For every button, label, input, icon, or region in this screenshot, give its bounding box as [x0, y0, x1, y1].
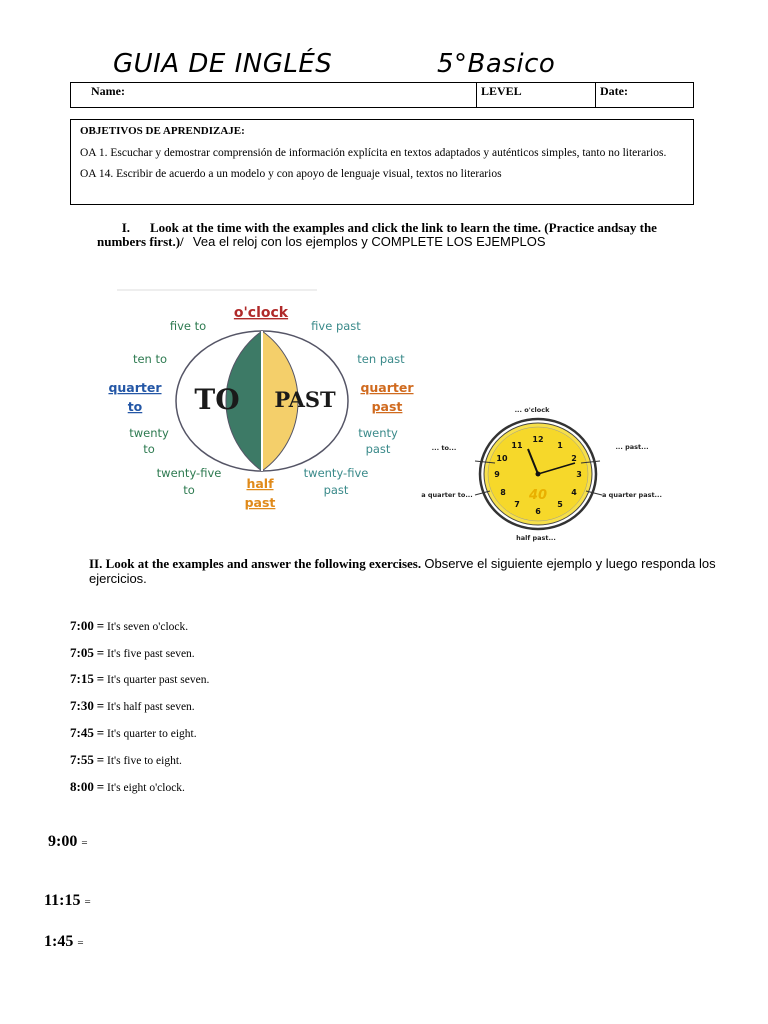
- half-past-label-line1: half: [246, 476, 274, 491]
- section-1-instructions: [97, 221, 707, 249]
- five-past-label: five past: [311, 319, 361, 333]
- svg-text:7: 7: [514, 500, 520, 509]
- twenty-five-past-label-line2: past: [323, 483, 349, 497]
- objective-oa14: OA 14. Escribir de acuerdo a un modelo y con apoyo de lenguaje visual, textos no literarios: [80, 168, 502, 180]
- svg-text:10: 10: [496, 454, 508, 463]
- quarter-past-label-line1: quarter: [360, 380, 414, 395]
- objectives-heading: OBJETIVOS DE APRENDIZAJE:: [80, 125, 245, 137]
- name-field[interactable]: [71, 83, 477, 108]
- example-row: 7:55 = It's five to eight.: [70, 752, 182, 767]
- half-past-label-line2: past: [244, 495, 276, 510]
- svg-text:1: 1: [557, 441, 563, 450]
- twenty-to-label-line1: twenty: [129, 426, 169, 440]
- example-row: 7:15 = It's quarter past seven.: [70, 671, 210, 686]
- to-past-clock-image: [107, 287, 417, 511]
- small-clock-oclock-label: ... o'clock: [514, 406, 550, 414]
- objectives-box: [70, 119, 694, 205]
- level-label: LEVEL: [481, 84, 522, 98]
- svg-text:4: 4: [571, 488, 577, 497]
- section-1-plain: Vea el reloj con los ejemplos y COMPLETE LOS EJEMPLOS: [192, 234, 546, 249]
- section-1-bold: Look at the time with the examples and click the link to learn the time. (Practice andsay the numbers first.)/: [97, 220, 657, 249]
- example-row: 7:30 = It's half past seven.: [70, 698, 195, 713]
- example-row: 8:00 = It's eight o'clock.: [70, 779, 185, 794]
- twenty-past-label-line1: twenty: [358, 426, 398, 440]
- quarter-to-label-line2: to: [127, 399, 143, 414]
- date-field[interactable]: [596, 83, 694, 108]
- exercise-row: 11:15 =: [44, 892, 91, 909]
- small-clock-quarter-to-label: a quarter to...: [421, 491, 473, 499]
- five-to-label: five to: [169, 319, 207, 333]
- svg-text:9: 9: [494, 470, 500, 479]
- example-row: 7:00 = It's seven o'clock.: [70, 618, 189, 633]
- svg-text:12: 12: [532, 435, 544, 444]
- small-clock-to-label: ... to...: [431, 444, 457, 452]
- level-field[interactable]: [477, 83, 596, 108]
- oclock-label: o'clock: [233, 305, 289, 321]
- section-2-plain: Observe el siguiente ejemplo y luego responda los ejercicios.: [89, 556, 716, 586]
- exercise-row: 1:45 =: [44, 933, 84, 950]
- exercise-row: 9:00 =: [48, 833, 88, 850]
- svg-text:5: 5: [557, 500, 563, 509]
- quarter-to-label-line1: quarter: [108, 380, 162, 395]
- twenty-to-label-line2: to: [143, 442, 155, 456]
- to-label: TO: [194, 383, 240, 416]
- ten-past-label: ten past: [357, 352, 405, 366]
- example-row: 7:45 = It's quarter to eight.: [70, 725, 197, 740]
- svg-text:40: 40: [528, 488, 548, 503]
- svg-text:8: 8: [500, 488, 506, 497]
- grade-label: 5°Basico: [437, 49, 556, 79]
- small-clock-image: [420, 403, 670, 543]
- twenty-five-past-label-line1: twenty-five: [303, 466, 369, 480]
- name-label: Name:: [91, 84, 125, 98]
- student-info-table: [70, 82, 694, 108]
- twenty-five-to-label-line1: twenty-five: [156, 466, 222, 480]
- past-label: PAST: [274, 387, 336, 412]
- svg-text:11: 11: [511, 441, 523, 450]
- objective-oa1: OA 1. Escuchar y demostrar comprensión de información explícita en textos adaptados y auténticos simples, tanto no literarios.: [80, 147, 667, 159]
- small-clock-quarter-past-label: a quarter past...: [602, 491, 662, 499]
- twenty-five-to-label-line2: to: [183, 483, 195, 497]
- section-1-number: I.: [121, 220, 130, 235]
- quarter-past-label-line2: past: [371, 399, 403, 414]
- date-label: Date:: [600, 84, 628, 98]
- svg-text:3: 3: [576, 470, 582, 479]
- ten-to-label: ten to: [132, 352, 168, 366]
- page-title: GUIA DE INGLÉS: [113, 49, 333, 79]
- svg-text:2: 2: [571, 454, 577, 463]
- section-2-instructions: [89, 556, 719, 586]
- small-clock-past-label: ... past...: [615, 443, 649, 451]
- small-clock-half-past-label: half past...: [516, 534, 556, 542]
- svg-text:6: 6: [535, 507, 541, 516]
- example-row: 7:05 = It's five past seven.: [70, 645, 195, 660]
- section-2-bold: II. Look at the examples and answer the following exercises.: [89, 556, 422, 571]
- twenty-past-label-line2: past: [365, 442, 391, 456]
